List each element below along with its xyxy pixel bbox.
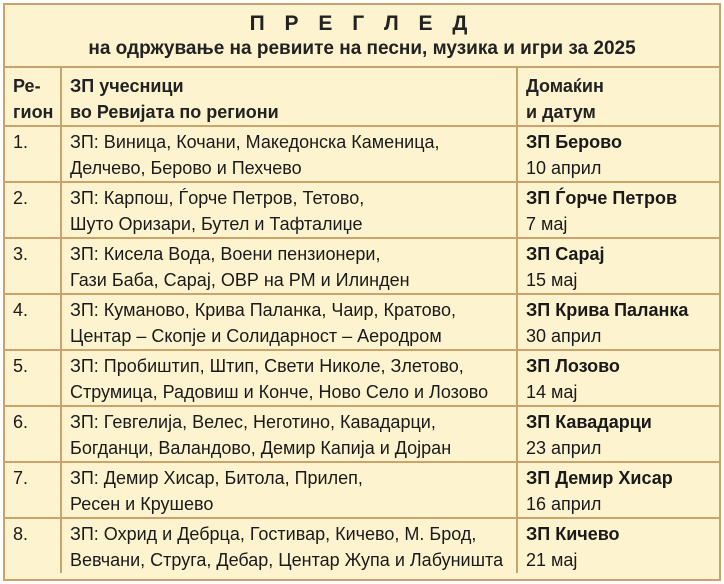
members-line: Гази Баба, Сарај, ОВР на РМ и Илинден: [70, 270, 410, 290]
host-cell: [517, 294, 719, 350]
members-cell: [61, 462, 517, 518]
page-subtitle: на одржување на ревиите на песни, музика и игри за 2025: [88, 38, 636, 59]
members-line: Шуто Оризари, Бутел и Тафталиџе: [70, 214, 363, 234]
table-row: [5, 294, 719, 350]
table-header-row: [5, 68, 719, 126]
host-name: ЗП Сарај: [526, 244, 605, 264]
header-region: [5, 68, 61, 126]
members-cell: [61, 182, 517, 238]
host-date: 21 мај: [526, 550, 578, 570]
host-date: 16 април: [526, 494, 602, 514]
table-row: [5, 350, 719, 406]
host-date: 10 април: [526, 158, 602, 178]
host-name: ЗП Берово: [526, 132, 622, 152]
header-members-line2: во Ревијата по региони: [70, 102, 279, 122]
table-row: [5, 518, 719, 573]
table-row: [5, 238, 719, 294]
region-number: 1.: [5, 126, 61, 182]
members-line: Делчево, Берово и Пехчево: [70, 158, 302, 178]
host-name: ЗП Кичево: [526, 524, 620, 544]
table-row: [5, 182, 719, 238]
members-cell: [61, 238, 517, 294]
members-cell: [61, 406, 517, 462]
header-host: [517, 68, 719, 126]
members-line: Ресен и Крушево: [70, 494, 214, 514]
region-number: 5.: [5, 350, 61, 406]
host-name: ЗП Крива Паланка: [526, 300, 689, 320]
host-cell: [517, 182, 719, 238]
schedule-table: [5, 68, 719, 573]
header-members: [61, 68, 517, 126]
table-row: [5, 126, 719, 182]
host-name: ЗП Ѓорче Петров: [526, 188, 678, 208]
host-cell: [517, 350, 719, 406]
members-line: ЗП: Виница, Кочани, Македонска Каменица,: [70, 132, 440, 152]
region-number: 8.: [5, 518, 61, 573]
table-row: [5, 462, 719, 518]
members-line: ЗП: Охрид и Дебрца, Гостивар, Кичево, М. Брод,: [70, 524, 477, 544]
region-number: 4.: [5, 294, 61, 350]
overview-table-frame: [3, 3, 721, 581]
header-host-line2: и датум: [526, 102, 596, 122]
region-number: 7.: [5, 462, 61, 518]
members-line: ЗП: Куманово, Крива Паланка, Чаир, Кратово,: [70, 300, 457, 320]
header-region-line1: Ре-: [13, 76, 41, 96]
members-line: ЗП: Пробиштип, Штип, Свети Николе, Злетово,: [70, 356, 464, 376]
header-members-line1: ЗП учесници: [70, 76, 184, 96]
members-line: ЗП: Гевгелија, Велес, Неготино, Кавадарци,: [70, 412, 436, 432]
members-line: Струмица, Радовиш и Конче, Ново Село и Лозово: [70, 382, 489, 402]
host-name: ЗП Кавадарци: [526, 412, 652, 432]
region-number: 2.: [5, 182, 61, 238]
members-line: ЗП: Карпош, Ѓорче Петров, Тетово,: [70, 188, 365, 208]
title-block: [5, 5, 719, 68]
host-cell: [517, 126, 719, 182]
host-cell: [517, 518, 719, 573]
members-cell: [61, 294, 517, 350]
members-line: ЗП: Кисела Вода, Воени пензионери,: [70, 244, 381, 264]
members-line: Вевчани, Струга, Дебар, Центар Жупа и Лабуништа: [70, 550, 504, 570]
host-name: ЗП Демир Хисар: [526, 468, 673, 488]
page-title: П Р Е Г Л Е Д: [249, 12, 475, 35]
region-number: 3.: [5, 238, 61, 294]
host-date: 23 април: [526, 438, 602, 458]
members-line: ЗП: Демир Хисар, Битола, Прилеп,: [70, 468, 363, 488]
members-cell: [61, 126, 517, 182]
host-cell: [517, 462, 719, 518]
header-host-line1: Домаќин: [526, 76, 604, 96]
members-line: Богданци, Валандово, Демир Капија и Дојран: [70, 438, 452, 458]
members-line: Центар – Скопје и Солидарност – Аеродром: [70, 326, 442, 346]
host-date: 7 мај: [526, 214, 568, 234]
host-cell: [517, 406, 719, 462]
host-date: 30 април: [526, 326, 602, 346]
members-cell: [61, 350, 517, 406]
host-name: ЗП Лозово: [526, 356, 620, 376]
host-date: 14 мај: [526, 382, 578, 402]
table-row: [5, 406, 719, 462]
host-cell: [517, 238, 719, 294]
header-region-line2: гион: [13, 102, 54, 122]
region-number: 6.: [5, 406, 61, 462]
members-cell: [61, 518, 517, 573]
host-date: 15 мај: [526, 270, 578, 290]
